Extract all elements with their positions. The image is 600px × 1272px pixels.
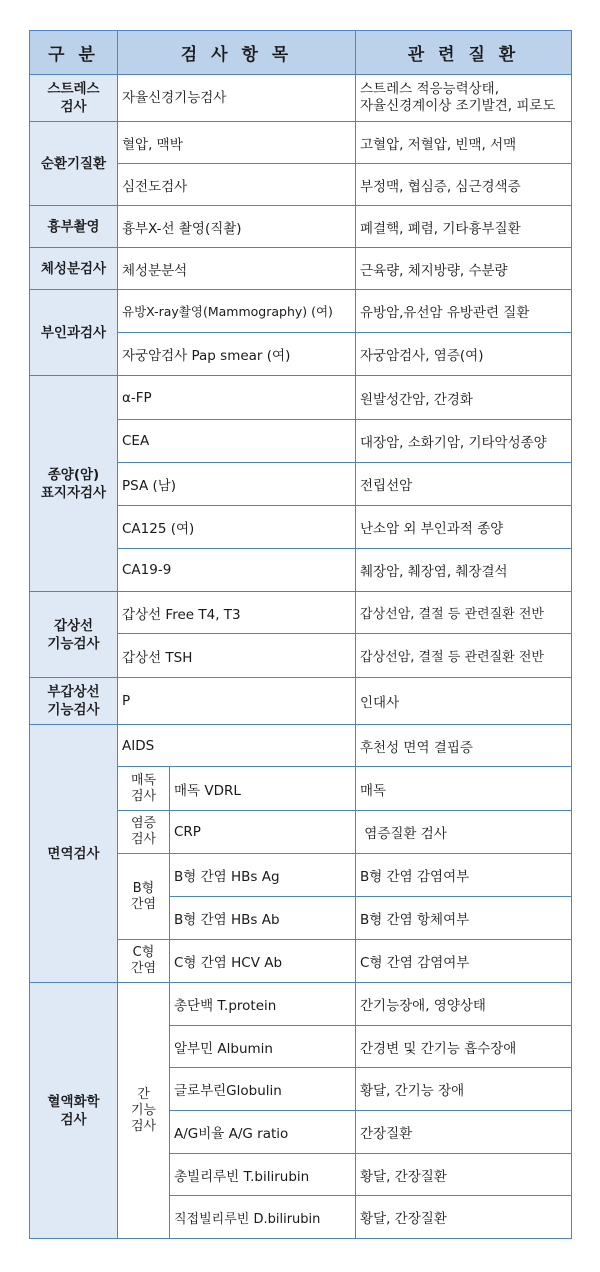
related-disease: 스트레스 적응능력상태, 자율신경계이상 조기발견, 피로도 xyxy=(356,75,572,122)
exam-item: C형 간염 HCV Ab xyxy=(170,940,356,983)
related-disease: 간경변 및 간기능 흡수장애 xyxy=(356,1026,572,1068)
exam-item: α-FP xyxy=(118,376,356,420)
exam-item: 체성분분석 xyxy=(118,248,356,290)
related-disease: B형 간염 항체여부 xyxy=(356,897,572,940)
category-circulatory: 순환기질환 xyxy=(30,122,118,206)
related-disease: 후천성 면역 결핍증 xyxy=(356,725,572,767)
exam-table-wrapper xyxy=(29,30,571,1239)
subcategory-syphilis: 매독 검사 xyxy=(118,767,170,811)
category-gynecology: 부인과검사 xyxy=(30,290,118,376)
related-disease: 황달, 간장질환 xyxy=(356,1196,572,1239)
exam-item: 갑상선 Free T4, T3 xyxy=(118,592,356,634)
exam-item: 자율신경기능검사 xyxy=(118,75,356,122)
related-disease: C형 간염 감염여부 xyxy=(356,940,572,983)
exam-item: AIDS xyxy=(118,725,356,767)
subcategory-hepatitis-c: C형 간염 xyxy=(118,940,170,983)
category-blood-chemistry: 혈액화학 검사 xyxy=(30,983,118,1239)
subcategory-hepatitis-b: B형 간염 xyxy=(118,854,170,940)
category-body-composition: 체성분검사 xyxy=(30,248,118,290)
header-exam-item: 검 사 항 목 xyxy=(118,31,356,75)
related-disease: 부정맥, 협심증, 심근경색증 xyxy=(356,164,572,206)
related-disease: 황달, 간장질환 xyxy=(356,1154,572,1196)
related-disease: 대장암, 소화기암, 기타악성종양 xyxy=(356,420,572,463)
related-disease: B형 간염 감염여부 xyxy=(356,854,572,897)
exam-item: 흉부X-선 촬영(직촬) xyxy=(118,206,356,248)
table-row xyxy=(30,206,572,248)
category-thyroid: 갑상선 기능검사 xyxy=(30,592,118,678)
table-row xyxy=(30,248,572,290)
related-disease: 인대사 xyxy=(356,678,572,725)
exam-item: 글로부린Globulin xyxy=(170,1068,356,1111)
category-immune: 면역검사 xyxy=(30,725,118,983)
exam-item: 매독 VDRL xyxy=(170,767,356,811)
related-disease: 난소암 외 부인과적 종양 xyxy=(356,506,572,549)
table-row xyxy=(30,75,572,122)
exam-item: CEA xyxy=(118,420,356,463)
exam-item: 유방X-ray촬영(Mammography) (여) xyxy=(118,290,356,333)
exam-item: 총빌리루빈 T.bilirubin xyxy=(170,1154,356,1196)
related-disease: 갑상선암, 결절 등 관련질환 전반 xyxy=(356,592,572,634)
category-tumor-markers: 종양(암) 표지자검사 xyxy=(30,376,118,592)
category-chest-xray: 흉부촬영 xyxy=(30,206,118,248)
category-parathyroid: 부갑상선 기능검사 xyxy=(30,678,118,725)
category-stress: 스트레스 검사 xyxy=(30,75,118,122)
exam-item: CA125 (여) xyxy=(118,506,356,549)
exam-table xyxy=(29,30,572,1239)
exam-item: 갑상선 TSH xyxy=(118,634,356,678)
related-disease: 황달, 간기능 장애 xyxy=(356,1068,572,1111)
exam-item: 직접빌리루빈 D.bilirubin xyxy=(170,1196,356,1239)
related-disease: 간기능장애, 영양상태 xyxy=(356,983,572,1026)
table-row xyxy=(30,725,572,767)
exam-item: A/G비율 A/G ratio xyxy=(170,1111,356,1154)
table-row xyxy=(30,678,572,725)
exam-item: B형 간염 HBs Ab xyxy=(170,897,356,940)
related-disease: 갑상선암, 결절 등 관련질환 전반 xyxy=(356,634,572,678)
related-disease: 고혈압, 저혈압, 빈맥, 서맥 xyxy=(356,122,572,164)
related-disease: 근육량, 체지방량, 수분량 xyxy=(356,248,572,290)
table-row xyxy=(30,290,572,333)
related-disease: 췌장암, 췌장염, 췌장결석 xyxy=(356,549,572,592)
related-disease: 간장질환 xyxy=(356,1111,572,1154)
exam-item: 총단백 T.protein xyxy=(170,983,356,1026)
related-disease: 염증질환 검사 xyxy=(356,811,572,854)
table-row xyxy=(30,376,572,420)
related-disease: 유방암,유선암 유방관련 질환 xyxy=(356,290,572,333)
header-category: 구 분 xyxy=(30,31,118,75)
related-disease: 원발성간암, 간경화 xyxy=(356,376,572,420)
table-row xyxy=(30,122,572,164)
exam-item: 알부민 Albumin xyxy=(170,1026,356,1068)
related-disease: 폐결핵, 폐렴, 기타흉부질환 xyxy=(356,206,572,248)
exam-item: B형 간염 HBs Ag xyxy=(170,854,356,897)
exam-item: 자궁암검사 Pap smear (여) xyxy=(118,333,356,376)
exam-item: 혈압, 맥박 xyxy=(118,122,356,164)
exam-item: PSA (남) xyxy=(118,463,356,506)
exam-item: CRP xyxy=(170,811,356,854)
related-disease: 자궁암검사, 염증(여) xyxy=(356,333,572,376)
header-related-disease: 관 련 질 환 xyxy=(356,31,572,75)
header-row xyxy=(30,31,572,75)
table-row xyxy=(30,983,572,1026)
exam-item: CA19-9 xyxy=(118,549,356,592)
subcategory-liver-function: 간 기능 검사 xyxy=(118,983,170,1239)
related-disease: 전립선암 xyxy=(356,463,572,506)
related-disease: 매독 xyxy=(356,767,572,811)
table-row xyxy=(30,592,572,634)
subcategory-inflammation: 염증 검사 xyxy=(118,811,170,854)
exam-item: P xyxy=(118,678,356,725)
exam-item: 심전도검사 xyxy=(118,164,356,206)
